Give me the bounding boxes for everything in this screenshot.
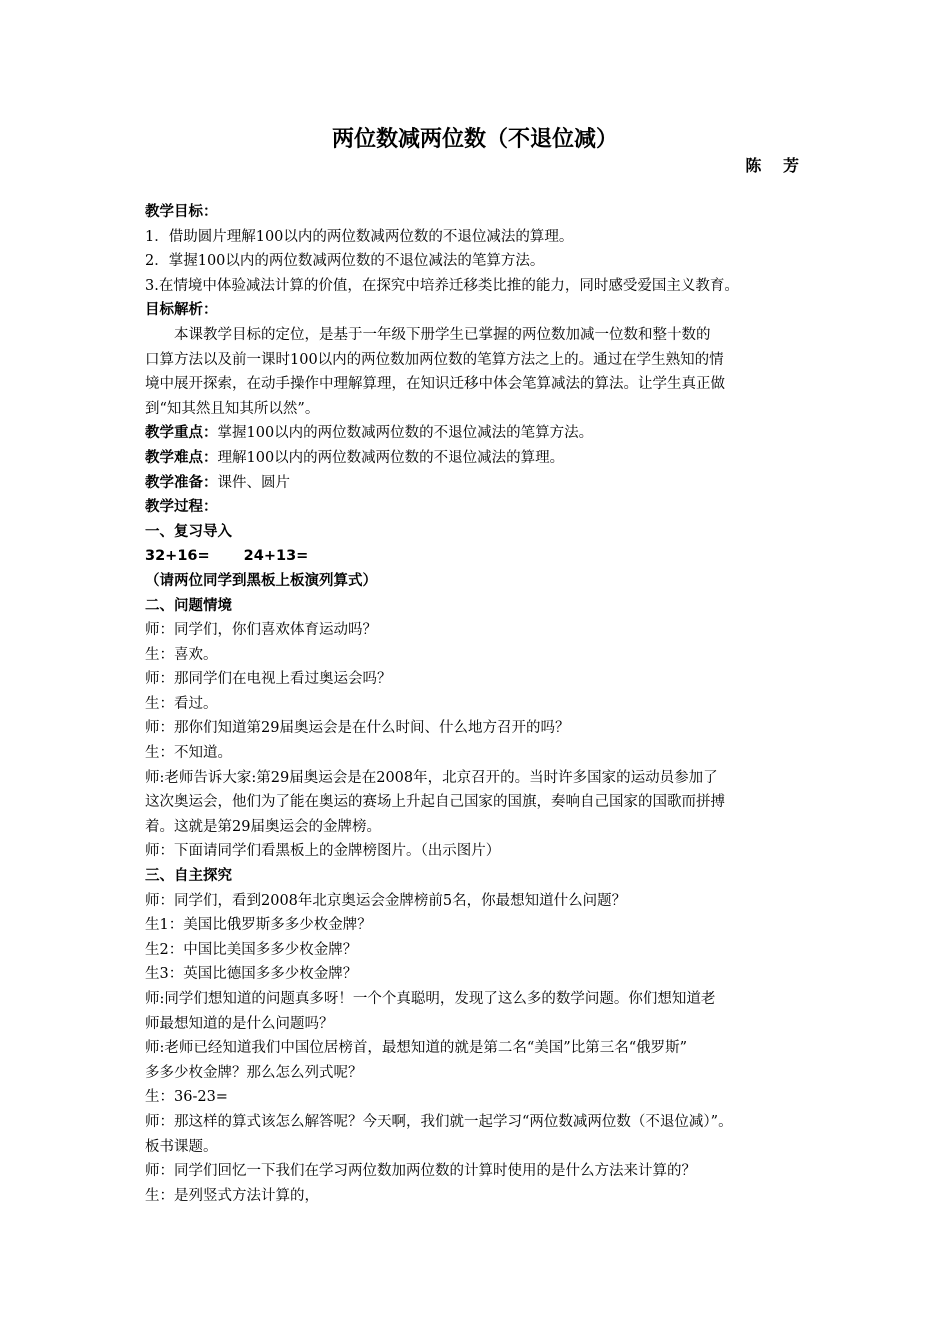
key-point: [145, 421, 821, 446]
analysis-line: 境中展开探索，在动手操作中理解算理，在知识迁移中体会笔算减法的算法。让学生真正做: [145, 376, 725, 393]
document-body: [145, 200, 821, 1208]
dialogue-line: 着。这就是第29届奥运会的金牌榜。: [145, 818, 381, 835]
dialogue-line: 师：那这样的算式该怎么解答呢？今天啊，我们就一起学习“两位数减两位数（不退位减）”。: [145, 1113, 733, 1130]
section3-heading: 三、自主探究: [145, 868, 232, 885]
dialogue-line: 师最想知道的是什么问题吗？: [145, 1015, 334, 1032]
preparation: [145, 471, 821, 496]
review-expr-1: 32+16=: [145, 548, 210, 565]
dialogue-line: 师：同学们，看到2008年北京奥运会金牌榜前5名，你最想知道什么问题？: [145, 892, 627, 909]
dialogue-line: 师：那同学们在电视上看过奥运会吗？: [145, 671, 392, 688]
dialogue-line: 这次奥运会，他们为了能在奥运的赛场上升起自己国家的国旗，奏响自己国家的国歌而拼搏: [145, 794, 725, 811]
review-expr-2: 24+13=: [243, 548, 309, 565]
section1-heading: 一、复习导入: [145, 523, 232, 540]
difficulty-text: 理解100以内的两位数减两位数的不退位减法的算理。: [217, 449, 565, 466]
goal-item: 3.在情境中体验减法计算的价值，在探究中培养迁移类比推的能力，同时感受爱国主义教育。: [145, 277, 739, 294]
dialogue-line: 师：下面请同学们看黑板上的金牌榜图片。（出示图片）: [145, 843, 501, 860]
review-note: （请两位同学到黑板上板演列算式）: [145, 572, 377, 589]
dialogue-line: 师:老师已经知道我们中国位居榜首，最想知道的就是第二名“美国”比第三名“俄罗斯”: [145, 1040, 688, 1057]
difficulty: [145, 446, 821, 471]
dialogue-line: 生1：美国比俄罗斯多多少枚金牌？: [145, 917, 372, 934]
analysis-heading: 目标解析：: [145, 302, 218, 319]
section2-heading: 二、问题情境: [145, 597, 232, 614]
process-heading: 教学过程：: [145, 499, 218, 516]
dialogue-line: 师:老师告诉大家:第29届奥运会是在2008年，北京召开的。当时许多国家的运动员参加了: [145, 769, 718, 786]
goal-item: 2．掌握100以内的两位数减两位数的不退位减法的笔算方法。: [145, 253, 545, 270]
dialogue-line: 板书课题。: [145, 1138, 218, 1155]
difficulty-label: 教学难点：: [145, 449, 218, 466]
key-point-text: 掌握100以内的两位数减两位数的不退位减法的笔算方法。: [217, 425, 594, 442]
dialogue-line: 生：看过。: [145, 695, 218, 712]
dialogue-line: 生：是列竖式方法计算的，: [145, 1187, 319, 1204]
preparation-text: 课件、圆片: [217, 474, 290, 491]
goals-heading: 教学目标：: [145, 204, 218, 220]
dialogue-line: 生2：中国比美国多多少枚金牌？: [145, 941, 358, 958]
analysis-line: 到“知其然且知其所以然”。: [145, 400, 320, 417]
review-expressions: [145, 544, 821, 569]
page-title: 两位数减两位数（不退位减）: [331, 127, 618, 152]
goal-item: 1．借助圆片理解100以内的两位数减两位数的不退位减法的算理。: [145, 228, 574, 245]
dialogue-line: 生：36-23=: [145, 1089, 228, 1106]
key-point-label: 教学重点：: [145, 425, 218, 442]
dialogue-line: 师:同学们想知道的问题真多呀！一个个真聪明，发现了这么多的数学问题。你们想知道老: [145, 991, 716, 1007]
dialogue-line: 生：不知道。: [145, 745, 232, 762]
dialogue-line: 生3：英国比德国多多少枚金牌？: [145, 966, 358, 983]
dialogue-line: 生：喜欢。: [145, 646, 218, 663]
dialogue-line: 师：同学们回忆一下我们在学习两位数加两位数的计算时使用的是什么方法来计算的？: [145, 1163, 696, 1180]
analysis-line: 口算方法以及前一课时100以内的两位数加两位数的笔算方法之上的。通过在学生熟知的情: [145, 351, 724, 368]
dialogue-line: 师：那你们知道第29届奥运会是在什么时间、什么地方召开的吗？: [145, 720, 570, 737]
dialogue-line: 多多少枚金牌？那么怎么列式呢？: [145, 1064, 363, 1081]
author-name: 陈 芳: [745, 156, 807, 175]
preparation-label: 教学准备：: [145, 474, 218, 491]
dialogue-line: 师：同学们，你们喜欢体育运动吗？: [145, 622, 377, 639]
analysis-line: 本课教学目标的定位，是基于一年级下册学生已掌握的两位数加减一位数和整十数的: [174, 326, 711, 343]
